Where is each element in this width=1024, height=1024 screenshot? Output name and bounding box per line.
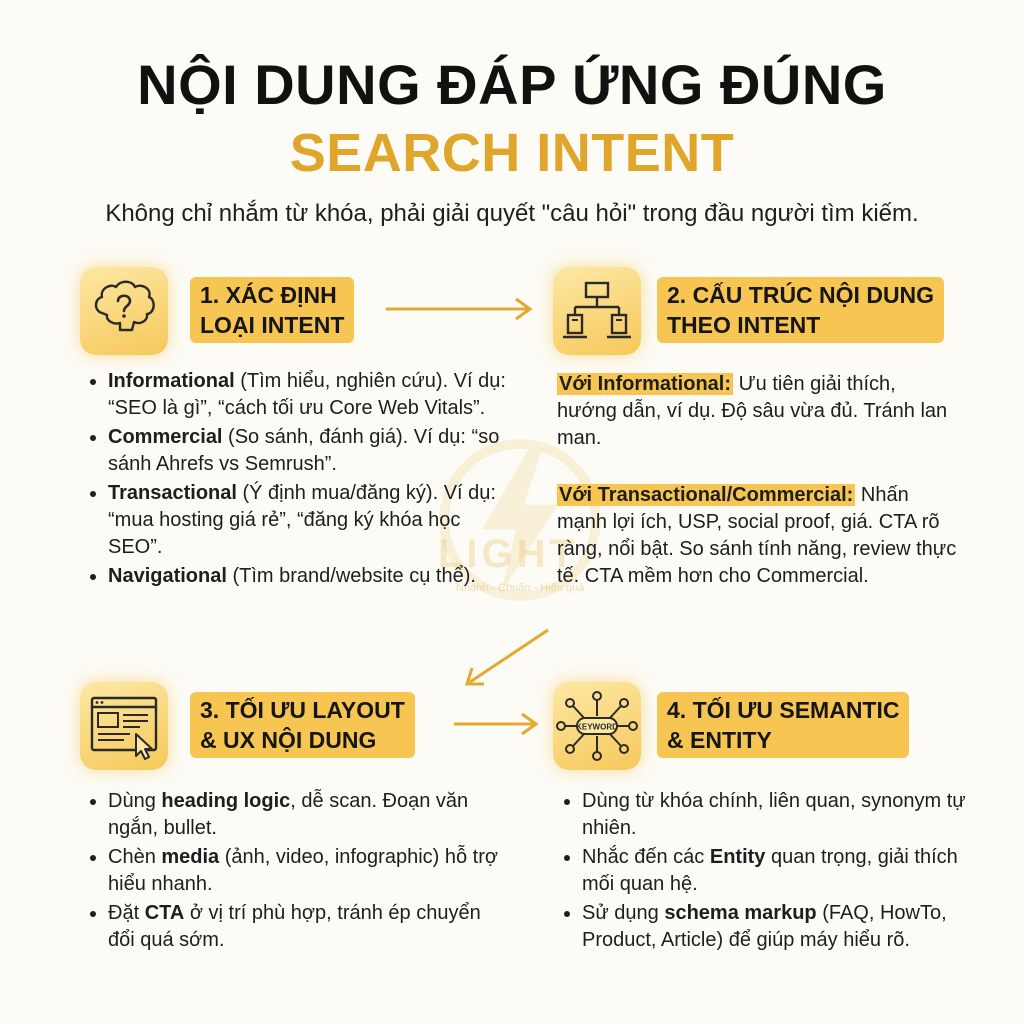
list-item: • Sử dụng schema markup (FAQ, HowTo, Product, Article) để giúp máy hiểu rõ. [582, 900, 982, 954]
step1-label [190, 277, 354, 343]
step2-block-transactional: Với Transactional/Commercial: Nhấn mạnh lợi ích, USP, social proof, giá. CTA rõ ràng, nổi bật. So sánh tính năng, review thực tế. CTA mềm hơn cho Commercial. [557, 484, 957, 587]
page-title-accent: SEARCH INTENT [289, 123, 735, 183]
step1-list [82, 368, 508, 592]
keyword-icon-text: KEYWORD [576, 722, 618, 732]
list-item: • Transactional (Ý định mua/đăng ký). Ví dụ: “mua hosting giá rẻ”, “đăng ký khóa học SEO”. [108, 480, 508, 561]
watermark-brand: LIGHT [438, 532, 578, 576]
step1-label-line1: 1. XÁC ĐỊNH [200, 282, 337, 308]
step4-label [657, 692, 909, 758]
step2-label-line2: THEO INTENT [667, 312, 821, 338]
step3-label-line2: & UX NỘI DUNG [200, 727, 377, 753]
list-item: • Dùng heading logic, dễ scan. Đoạn văn ngắn, bullet. [108, 788, 508, 842]
step3-label [190, 692, 415, 758]
step2-block-informational: Với Informational: Ưu tiên giải thích, hướng dẫn, ví dụ. Độ sâu vừa đủ. Tránh lan man. [557, 373, 948, 449]
step4-list [556, 788, 982, 956]
list-item: • Dùng từ khóa chính, liên quan, synonym tự nhiên. [582, 788, 982, 842]
step4-label-line2: & ENTITY [667, 727, 772, 753]
sitemap-hierarchy-icon [553, 267, 641, 355]
step4-icon-box [553, 682, 641, 770]
arrow-right-icon [452, 711, 542, 737]
step2-label [657, 277, 944, 343]
page-subtitle: Không chỉ nhắm từ khóa, phải giải quyết "câu hỏi" trong đầu người tìm kiếm. [105, 200, 919, 227]
step2-label-line1: 2. CẤU TRÚC NỘI DUNG [667, 282, 935, 308]
step4-label-line1: 4. TỐI ƯU SEMANTIC [667, 697, 900, 723]
page-title: NỘI DUNG ĐÁP ỨNG ĐÚNG [137, 53, 887, 116]
list-item: • Đặt CTA ở vị trí phù hợp, tránh ép chuyển đổi quá sớm. [108, 900, 508, 954]
arrow-right-icon [384, 296, 536, 322]
step1-icon-box [80, 267, 168, 355]
step2-icon-box [553, 267, 641, 355]
list-item: • Informational (Tìm hiểu, nghiên cứu). Ví dụ: “SEO là gì”, “cách tối ưu Core Web Vitals”. [108, 368, 508, 422]
list-item: • Chèn media (ảnh, video, infographic) hỗ trợ hiểu nhanh. [108, 844, 508, 898]
list-item: • Commercial (So sánh, đánh giá). Ví dụ: “so sánh Ahrefs vs Semrush”. [108, 424, 508, 478]
step3-list [82, 788, 508, 956]
step3-label-line1: 3. TỐI ƯU LAYOUT [200, 697, 405, 723]
step1-label-line2: LOẠI INTENT [200, 312, 345, 338]
arrow-down-left-icon [460, 624, 554, 690]
step3-icon-box [80, 682, 168, 770]
watermark-tagline: Nhanh - Chuẩn - Hiệu quả [456, 582, 585, 594]
list-item: • Nhắc đến các Entity quan trọng, giải thích mối quan hệ. [582, 844, 982, 898]
list-item: • Navigational (Tìm brand/website cụ thể). [108, 563, 508, 590]
brain-question-icon [80, 267, 168, 355]
keyword-network-icon [553, 682, 641, 770]
browser-layout-cursor-icon [80, 682, 168, 770]
